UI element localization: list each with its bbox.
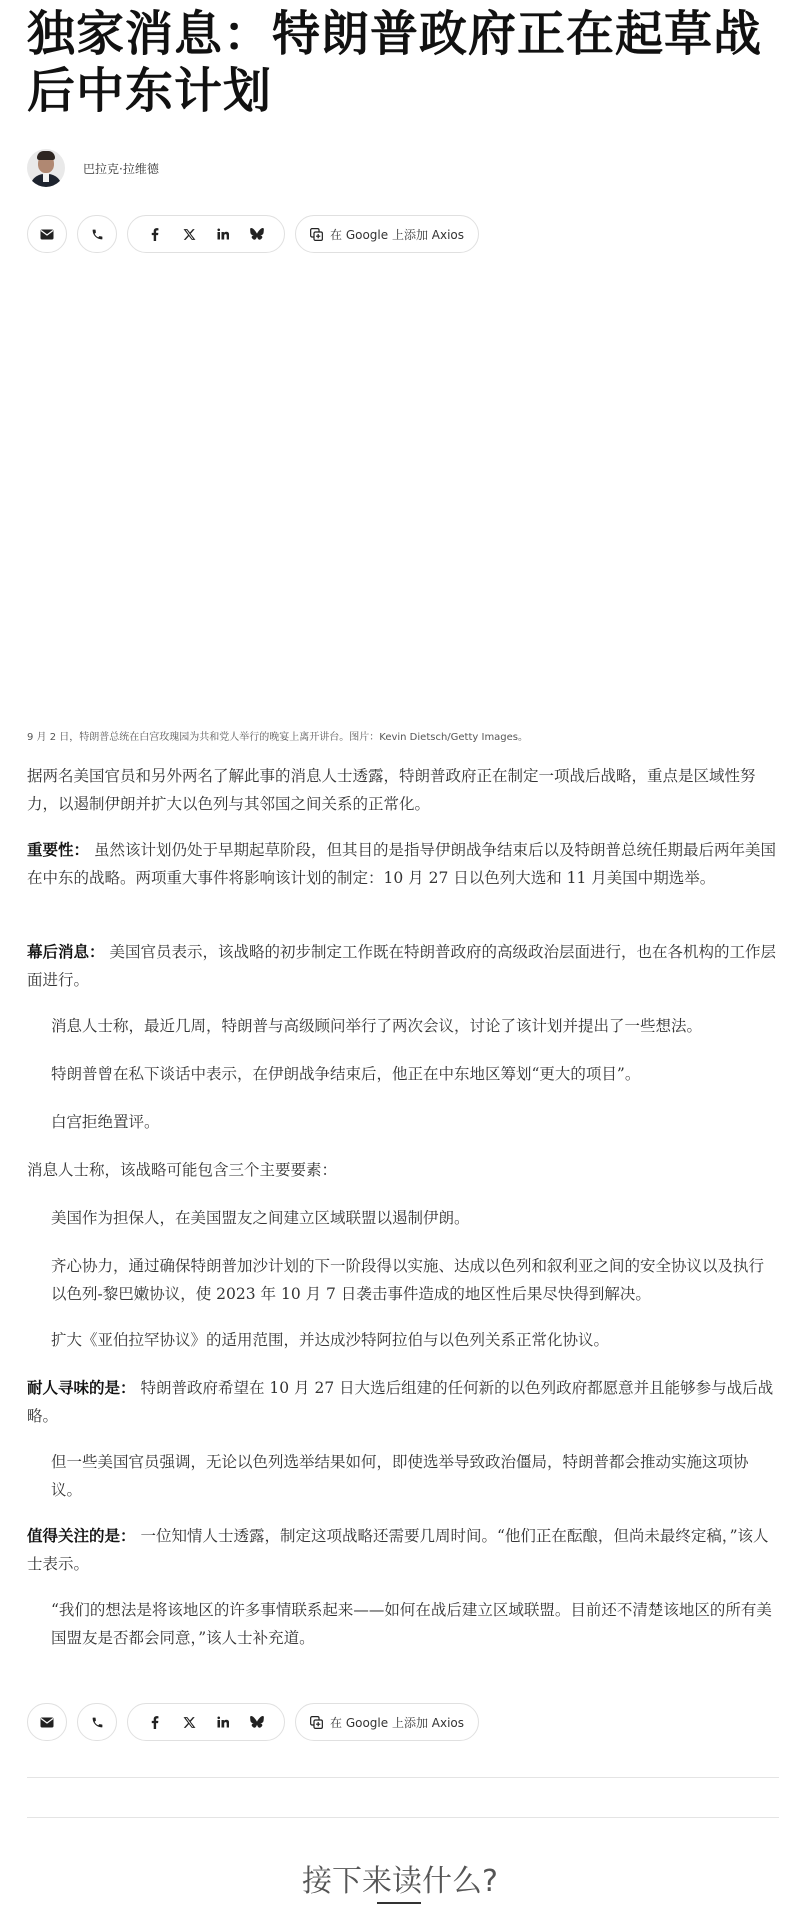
add-google-button[interactable] <box>295 215 479 253</box>
paragraph: 美国作为担保人，在美国盟友之间建立区域联盟以遏制伊朗。 <box>51 1209 470 1227</box>
add-source-icon <box>310 1716 330 1729</box>
share-bar-bottom <box>27 1702 489 1742</box>
paragraph: 消息人士称，最近几周，特朗普与高级顾问举行了两次会议，讨论了该计划并提出了一些想法。 <box>51 1017 703 1035</box>
paragraph: 齐心协力，通过确保特朗普加沙计划的下一阶段得以实施、达成以色列和叙利亚之间的安全协议以及执行以色列-黎巴嫩协议，使 2023 年 10 月 7 日袭击事件造成的地区性后果尽快得到解决。 <box>51 1257 765 1303</box>
paragraph: 扩大《亚伯拉罕协议》的适用范围，并达成沙特阿拉伯与以色列关系正常化协议。 <box>51 1331 610 1349</box>
x-icon[interactable] <box>172 1704 206 1740</box>
add-google-label: 在 Google 上添加 Axios <box>330 1715 464 1730</box>
paragraph: 值得关注的是： 一位知情人士透露，制定这项战略还需要几周时间。“他们正在酝酿，但尚未最终定稿，”该人士表示。 <box>27 1526 769 1573</box>
paragraph: 消息人士称，该战略可能包含三个主要要素： <box>27 1161 338 1179</box>
page-title: 独家消息：特朗普政府正在起草战后中东计划 <box>27 6 763 119</box>
email-icon <box>40 1717 54 1728</box>
phone-icon <box>91 1716 104 1729</box>
social-share-group <box>127 1703 285 1741</box>
read-next-underline <box>377 1902 421 1904</box>
phone-icon <box>91 228 104 241</box>
paragraph: 幕后消息： 美国官员表示，该战略的初步制定工作既在特朗普政府的高级政治层面进行，也在各机构的工作层面进行。 <box>27 942 776 989</box>
linkedin-icon[interactable] <box>206 1704 240 1740</box>
author-name[interactable]: 巴拉克·拉维德 <box>83 161 159 176</box>
add-source-icon <box>310 228 330 241</box>
paragraph: 但一些美国官员强调，无论以色列选举结果如何，即使选举导致政治僵局，特朗普都会推动实施这项协议。 <box>51 1453 749 1499</box>
email-share-button[interactable] <box>27 1703 67 1741</box>
paragraph: 重要性： 虽然该计划仍处于早期起草阶段，但其目的是指导伊朗战争结束后以及特朗普总统任期最后两年美国在中东的战略。两项重大事件将影响该计划的制定：10 月 27 日以色列大选和 11 月美国中期选举。 <box>27 840 776 887</box>
paragraph-lead: 幕后消息： <box>27 942 105 961</box>
email-icon <box>40 229 54 240</box>
divider <box>27 1817 779 1818</box>
bluesky-icon[interactable] <box>240 216 274 252</box>
email-share-button[interactable] <box>27 215 67 253</box>
paragraph: “我们的想法是将该地区的许多事情联系起来——如何在战后建立区域联盟。目前还不清楚该地区的所有美国盟友是否都会同意，”该人士补充道。 <box>51 1601 772 1647</box>
hero-image <box>27 258 777 718</box>
image-caption: 9 月 2 日，特朗普总统在白宫玫瑰园为共和党人举行的晚宴上离开讲台。图片：Kevin Dietsch/Getty Images。 <box>27 732 529 743</box>
paragraph-lead: 耐人寻味的是： <box>27 1378 136 1397</box>
avatar[interactable] <box>27 149 65 187</box>
paragraph: 耐人寻味的是： 特朗普政府希望在 10 月 27 日大选后组建的任何新的以色列政府都愿意并且能够参与战后战略。 <box>27 1378 774 1425</box>
read-next-title: 接下来读什么? <box>302 1864 498 1899</box>
facebook-icon[interactable] <box>138 216 172 252</box>
facebook-icon[interactable] <box>138 1704 172 1740</box>
phone-share-button[interactable] <box>77 1703 117 1741</box>
phone-share-button[interactable] <box>77 215 117 253</box>
paragraph: 特朗普曾在私下谈话中表示，在伊朗战争结束后，他正在中东地区筹划“更大的项目”。 <box>51 1065 641 1083</box>
x-icon[interactable] <box>172 216 206 252</box>
paragraph: 白宫拒绝置评。 <box>51 1113 160 1131</box>
linkedin-icon[interactable] <box>206 216 240 252</box>
share-bar-top <box>27 214 489 254</box>
social-share-group <box>127 215 285 253</box>
paragraph-lead: 值得关注的是： <box>27 1526 136 1545</box>
byline <box>27 148 159 188</box>
divider <box>27 1777 779 1778</box>
paragraph: 据两名美国官员和另外两名了解此事的消息人士透露，特朗普政府正在制定一项战后战略，重点是区域性努力，以遏制伊朗并扩大以色列与其邻国之间关系的正常化。 <box>27 767 756 813</box>
paragraph-lead: 重要性： <box>27 840 90 859</box>
add-google-button[interactable] <box>295 1703 479 1741</box>
add-google-label: 在 Google 上添加 Axios <box>330 227 464 242</box>
bluesky-icon[interactable] <box>240 1704 274 1740</box>
